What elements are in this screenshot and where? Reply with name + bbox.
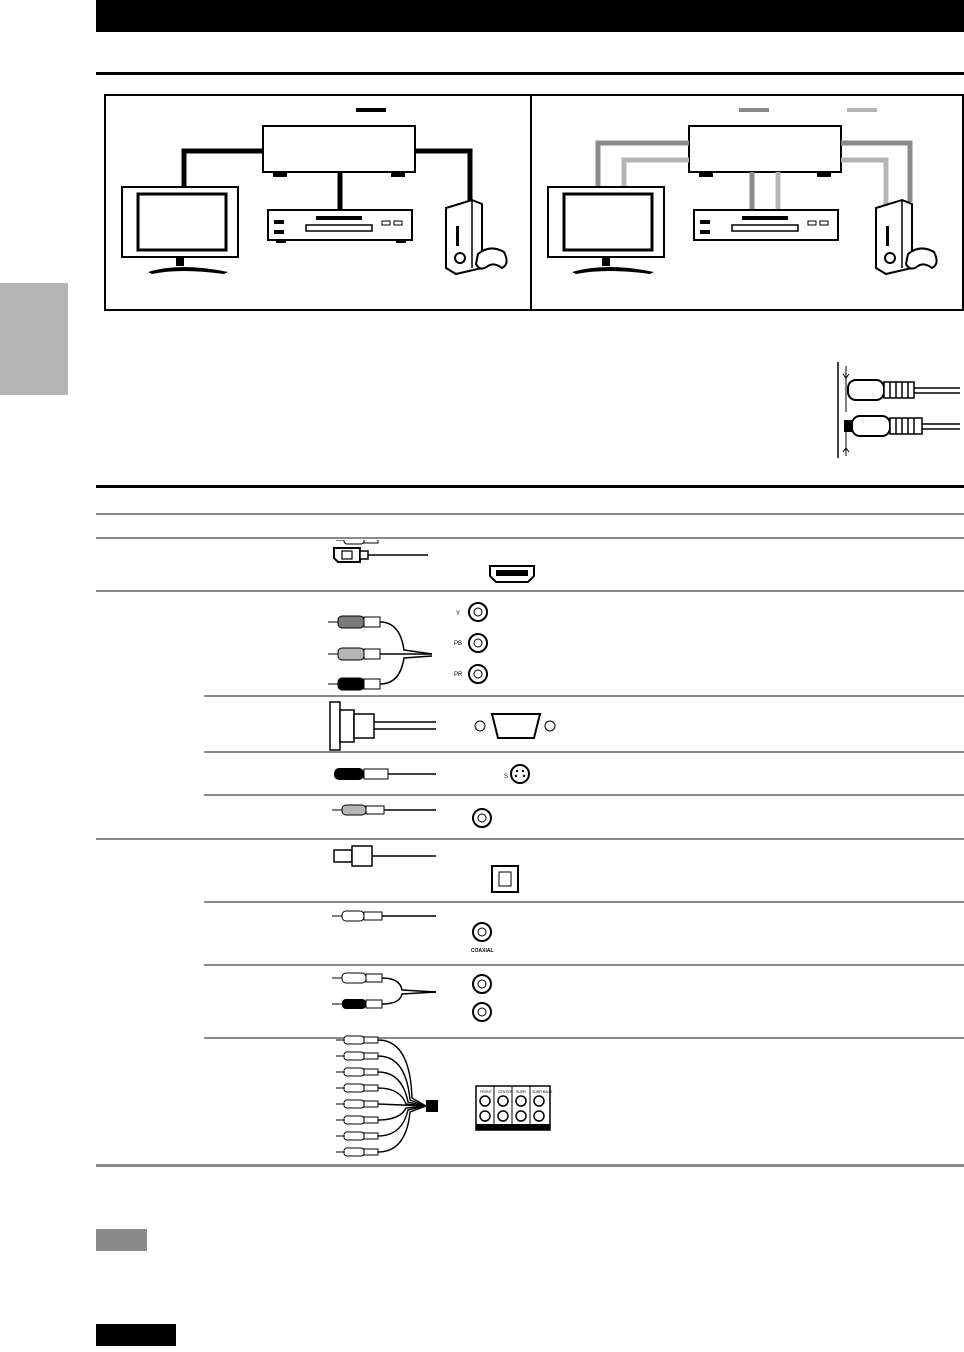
table-row-rule	[204, 751, 964, 753]
composite-plug-icon	[332, 805, 436, 815]
svg-text:Y: Y	[456, 611, 461, 617]
diagram-art	[106, 96, 962, 309]
table-row-rule	[204, 964, 964, 966]
coaxial-plug-icon	[332, 911, 436, 921]
receiver-icon-2	[689, 126, 841, 172]
svg-text:PR: PR	[454, 672, 463, 678]
optical-jack-icon	[492, 866, 518, 892]
svg-text:S: S	[504, 774, 509, 780]
hdmi-plug-icon	[334, 548, 428, 562]
table-bottom-rule	[96, 1164, 964, 1167]
table-top-rule	[96, 485, 964, 488]
cable-tv	[184, 151, 263, 187]
analog-stereo-jacks-icon	[473, 975, 491, 1021]
chapter-tab	[0, 283, 68, 395]
table-row-rule	[204, 1037, 964, 1039]
table-row-rule	[204, 695, 964, 697]
s-video-plug-icon	[334, 768, 436, 780]
plug-insertion-illustration	[826, 362, 962, 460]
table-row-rule	[204, 901, 964, 903]
connection-table-art	[320, 540, 570, 1162]
cable-game	[415, 151, 470, 202]
legend-swatch-light-gray	[847, 108, 877, 112]
tv-icon-2	[548, 187, 664, 274]
table-header-rule	[96, 513, 964, 515]
legend-swatch-dark-gray	[739, 108, 769, 112]
s-video-jack-icon	[504, 765, 529, 783]
legend-swatch-black	[356, 108, 386, 112]
optical-plug-icon	[334, 846, 436, 866]
dvd-player-icon	[268, 210, 412, 243]
table-row-rule	[96, 537, 964, 539]
svg-text:SURR BACK: SURR BACK	[532, 1090, 553, 1094]
analog-stereo-plug-icon	[332, 973, 436, 1009]
game-console-icon-2	[876, 200, 937, 274]
svg-text:COAXIAL: COAXIAL	[471, 948, 494, 954]
header-bar	[96, 0, 964, 32]
rca-jack-icon	[473, 809, 491, 827]
vga-plug-icon	[330, 702, 436, 750]
tv-icon	[122, 187, 238, 274]
receiver-icon	[263, 126, 415, 172]
coaxial-jack-icon	[471, 923, 494, 954]
table-row-rule	[204, 794, 964, 796]
section-rule	[96, 72, 964, 75]
dvd-player-icon-2	[694, 210, 838, 240]
note-label-box	[96, 1229, 147, 1251]
game-console-icon	[446, 200, 507, 274]
component-plug-icon	[328, 616, 432, 690]
hdmi-jack-icon	[490, 566, 534, 582]
svg-text:FRONT: FRONT	[480, 1090, 493, 1094]
tip-label-box	[96, 1324, 176, 1346]
component-jacks-icon	[454, 603, 487, 683]
svg-text:SURR: SURR	[516, 1090, 526, 1094]
multichannel-jacks-icon	[476, 1086, 553, 1130]
vga-jack-icon	[475, 714, 555, 738]
connection-diagram	[104, 94, 964, 311]
svg-text:PB: PB	[454, 641, 463, 647]
svg-text:CENTER: CENTER	[498, 1090, 513, 1094]
